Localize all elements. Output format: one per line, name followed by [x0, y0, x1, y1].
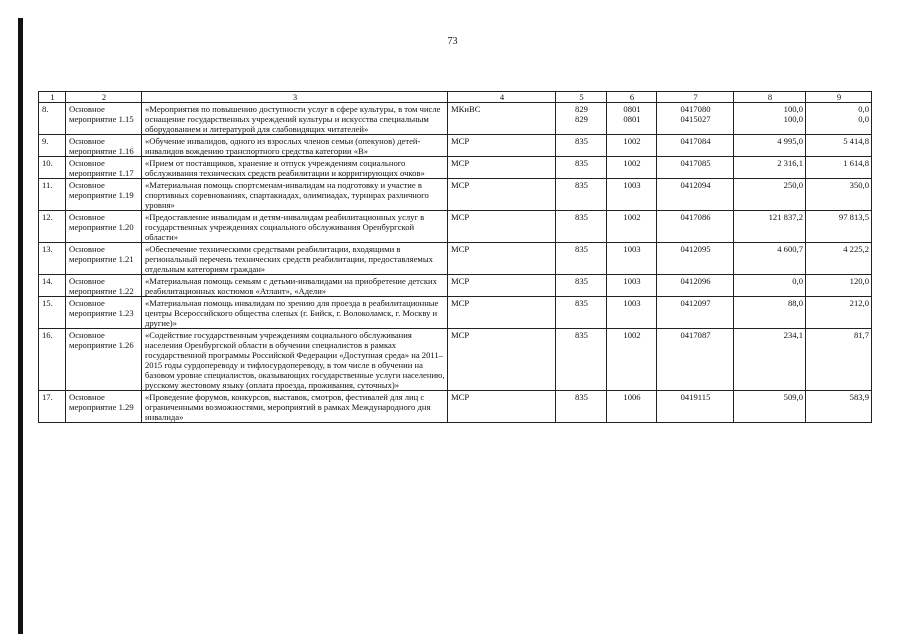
- event-name: Основное мероприятие 1.15: [66, 103, 142, 135]
- responsible-org: МКиВС: [448, 103, 556, 135]
- responsible-org: МСР: [448, 179, 556, 211]
- section-code: [607, 297, 657, 329]
- amount-year-2: [806, 135, 872, 157]
- table-row: [39, 157, 872, 179]
- ministry-code: [556, 103, 607, 135]
- event-description: «Мероприятия по повышению доступности услуг в сфере культуры, в том числе оснащение государственных учреждений культуры и искусства специальным оборудованием и литературой для слабовидящих читателей»: [142, 103, 448, 135]
- section-code: [607, 243, 657, 275]
- target-article-code: [657, 135, 734, 157]
- cell-value: 0417084: [680, 136, 711, 146]
- event-description: «Материальная помощь спортсменам-инвалидам на подготовку и участие в спортивных соревнованиях, спартакиадах, олимпиадах, турнирах различного уровня»: [142, 179, 448, 211]
- cell-value: 4 225,2: [843, 244, 869, 254]
- table-row: [39, 179, 872, 211]
- cell-value: 234,1: [783, 330, 803, 340]
- target-article-code: [657, 103, 734, 135]
- target-article-code: [657, 157, 734, 179]
- cell-value: 1002: [623, 136, 641, 146]
- column-header: 3: [142, 92, 448, 103]
- table-row: [39, 329, 872, 391]
- ministry-code: [556, 391, 607, 423]
- amount-year-1: [734, 329, 806, 391]
- cell-value: 0,0: [858, 104, 869, 114]
- cell-value: 1 614,8: [843, 158, 869, 168]
- amount-year-2: [806, 211, 872, 243]
- cell-value: 835: [575, 158, 588, 168]
- responsible-org: МСР: [448, 157, 556, 179]
- cell-value: 0415027: [680, 114, 711, 124]
- table-row: [39, 275, 872, 297]
- event-name: Основное мероприятие 1.19: [66, 179, 142, 211]
- row-number: 16.: [39, 329, 66, 391]
- ministry-code: [556, 211, 607, 243]
- amount-year-1: [734, 179, 806, 211]
- cell-value: 0801: [623, 104, 641, 114]
- target-article-code: [657, 391, 734, 423]
- amount-year-2: [806, 157, 872, 179]
- cell-value: 0412097: [680, 298, 711, 308]
- cell-value: 100,0: [783, 104, 803, 114]
- cell-value: 250,0: [783, 180, 803, 190]
- ministry-code: [556, 275, 607, 297]
- ministry-code: [556, 329, 607, 391]
- cell-value: 4 600,7: [777, 244, 803, 254]
- target-article-code: [657, 179, 734, 211]
- cell-value: 81,7: [853, 330, 869, 340]
- responsible-org: МСР: [448, 275, 556, 297]
- cell-value: 0,0: [858, 114, 869, 124]
- row-number: 10.: [39, 157, 66, 179]
- cell-value: 0417085: [680, 158, 711, 168]
- header-row: [39, 92, 872, 103]
- cell-value: 4 995,0: [777, 136, 803, 146]
- cell-value: 212,0: [849, 298, 869, 308]
- ministry-code: [556, 135, 607, 157]
- target-article-code: [657, 329, 734, 391]
- amount-year-2: [806, 391, 872, 423]
- responsible-org: МСР: [448, 135, 556, 157]
- row-number: 11.: [39, 179, 66, 211]
- event-description: «Прием от поставщиков, хранение и отпуск учреждениям социального обслуживания технических средств реабилитации и корригирующих очков»: [142, 157, 448, 179]
- cell-value: 835: [575, 276, 588, 286]
- cell-value: 0417087: [680, 330, 711, 340]
- responsible-org: МСР: [448, 391, 556, 423]
- event-name: Основное мероприятие 1.20: [66, 211, 142, 243]
- cell-value: 1003: [623, 180, 641, 190]
- row-number: 8.: [39, 103, 66, 135]
- cell-value: 835: [575, 298, 588, 308]
- cell-value: 350,0: [849, 180, 869, 190]
- amount-year-1: [734, 157, 806, 179]
- cell-value: 835: [575, 212, 588, 222]
- column-header: 5: [556, 92, 607, 103]
- row-number: 15.: [39, 297, 66, 329]
- cell-value: 829: [575, 114, 588, 124]
- cell-value: 835: [575, 180, 588, 190]
- responsible-org: МСР: [448, 329, 556, 391]
- scan-edge: [18, 18, 23, 634]
- event-description: «Обучение инвалидов, одного из взрослых членов семьи (опекунов) детей-инвалидов вождению транспортного средства категории «В»: [142, 135, 448, 157]
- cell-value: 0412096: [680, 276, 711, 286]
- event-name: Основное мероприятие 1.23: [66, 297, 142, 329]
- amount-year-1: [734, 103, 806, 135]
- cell-value: 1003: [623, 276, 641, 286]
- row-number: 12.: [39, 211, 66, 243]
- amount-year-2: [806, 243, 872, 275]
- amount-year-1: [734, 297, 806, 329]
- cell-value: 1002: [623, 158, 641, 168]
- cell-value: 0412094: [680, 180, 711, 190]
- column-header: 7: [657, 92, 734, 103]
- table-row: [39, 135, 872, 157]
- target-article-code: [657, 297, 734, 329]
- row-number: 14.: [39, 275, 66, 297]
- section-code: [607, 391, 657, 423]
- column-header: 2: [66, 92, 142, 103]
- row-number: 13.: [39, 243, 66, 275]
- event-name: Основное мероприятие 1.17: [66, 157, 142, 179]
- column-header: 9: [806, 92, 872, 103]
- event-name: Основное мероприятие 1.26: [66, 329, 142, 391]
- cell-value: 1003: [623, 244, 641, 254]
- ministry-code: [556, 157, 607, 179]
- event-description: «Материальная помощь инвалидам по зрению для проезда в реабилитационные центры Всероссийского общества слепых (г. Бийск, г. Волоколамск, г. Москву и другие)»: [142, 297, 448, 329]
- amount-year-1: [734, 135, 806, 157]
- column-header: 1: [39, 92, 66, 103]
- cell-value: 0,0: [792, 276, 803, 286]
- event-name: Основное мероприятие 1.21: [66, 243, 142, 275]
- responsible-org: МСР: [448, 297, 556, 329]
- cell-value: 0417080: [680, 104, 711, 114]
- event-name: Основное мероприятие 1.22: [66, 275, 142, 297]
- cell-value: 5 414,8: [843, 136, 869, 146]
- section-code: [607, 275, 657, 297]
- event-name: Основное мероприятие 1.29: [66, 391, 142, 423]
- cell-value: 2 316,1: [777, 158, 803, 168]
- responsible-org: МСР: [448, 243, 556, 275]
- row-number: 17.: [39, 391, 66, 423]
- cell-value: 100,0: [783, 114, 803, 124]
- table-body: [39, 103, 872, 423]
- cell-value: 0412095: [680, 244, 711, 254]
- budget-table: [38, 91, 872, 423]
- cell-value: 1006: [623, 392, 641, 402]
- amount-year-1: [734, 211, 806, 243]
- amount-year-1: [734, 243, 806, 275]
- table-row: [39, 103, 872, 135]
- amount-year-2: [806, 297, 872, 329]
- cell-value: 509,0: [783, 392, 803, 402]
- cell-value: 835: [575, 330, 588, 340]
- cell-value: 88,0: [787, 298, 803, 308]
- ministry-code: [556, 297, 607, 329]
- target-article-code: [657, 275, 734, 297]
- section-code: [607, 135, 657, 157]
- section-code: [607, 211, 657, 243]
- column-header: 4: [448, 92, 556, 103]
- cell-value: 583,9: [849, 392, 869, 402]
- event-description: «Предоставление инвалидам и детям-инвалидам реабилитационных услуг в государственных учреждениях социального обслуживания Оренбургской области»: [142, 211, 448, 243]
- row-number: 9.: [39, 135, 66, 157]
- page-number: 73: [447, 36, 458, 47]
- section-code: [607, 329, 657, 391]
- event-description: «Обеспечение техническими средствами реабилитации, входящими в региональный перечень технических средств реабилитации, предоставляемых отдельным категориям граждан»: [142, 243, 448, 275]
- table-row: [39, 391, 872, 423]
- column-header: 6: [607, 92, 657, 103]
- target-article-code: [657, 243, 734, 275]
- cell-value: 120,0: [849, 276, 869, 286]
- cell-value: 829: [575, 104, 588, 114]
- cell-value: 1002: [623, 212, 641, 222]
- cell-value: 0801: [623, 114, 641, 124]
- section-code: [607, 179, 657, 211]
- section-code: [607, 157, 657, 179]
- amount-year-1: [734, 275, 806, 297]
- cell-value: 1003: [623, 298, 641, 308]
- event-description: «Содействие государственным учреждениям социального обслуживания населения Оренбургской области в обучении специалистов в рамках государственной программы Российской Федерации «Доступная среда» на 2011–2015 годы сурдопереводу и тифлосурдопереводу, в том числе в обучении на базовом уровне специалистов, оказывающих государственные услуги населению, русскому жестовому языку (оплата проезда, проживания, суточных)»: [142, 329, 448, 391]
- cell-value: 1002: [623, 330, 641, 340]
- cell-value: 97 813,5: [838, 212, 869, 222]
- amount-year-2: [806, 103, 872, 135]
- event-name: Основное мероприятие 1.16: [66, 135, 142, 157]
- amount-year-2: [806, 179, 872, 211]
- cell-value: 835: [575, 136, 588, 146]
- cell-value: 0419115: [680, 392, 711, 402]
- event-description: «Материальная помощь семьям с детьми-инвалидами на приобретение детских реабилитационных костюмов «Атлант», «Адели»: [142, 275, 448, 297]
- cell-value: 835: [575, 244, 588, 254]
- amount-year-1: [734, 391, 806, 423]
- table-row: [39, 297, 872, 329]
- ministry-code: [556, 243, 607, 275]
- column-header: 8: [734, 92, 806, 103]
- cell-value: 835: [575, 392, 588, 402]
- amount-year-2: [806, 275, 872, 297]
- target-article-code: [657, 211, 734, 243]
- cell-value: 121 837,2: [768, 212, 803, 222]
- responsible-org: МСР: [448, 211, 556, 243]
- table-row: [39, 211, 872, 243]
- cell-value: 0417086: [680, 212, 711, 222]
- table-row: [39, 243, 872, 275]
- amount-year-2: [806, 329, 872, 391]
- section-code: [607, 103, 657, 135]
- event-description: «Проведение форумов, конкурсов, выставок, смотров, фестивалей для лиц с ограниченными возможностями, мероприятий в рамках Международного дня инвалида»: [142, 391, 448, 423]
- ministry-code: [556, 179, 607, 211]
